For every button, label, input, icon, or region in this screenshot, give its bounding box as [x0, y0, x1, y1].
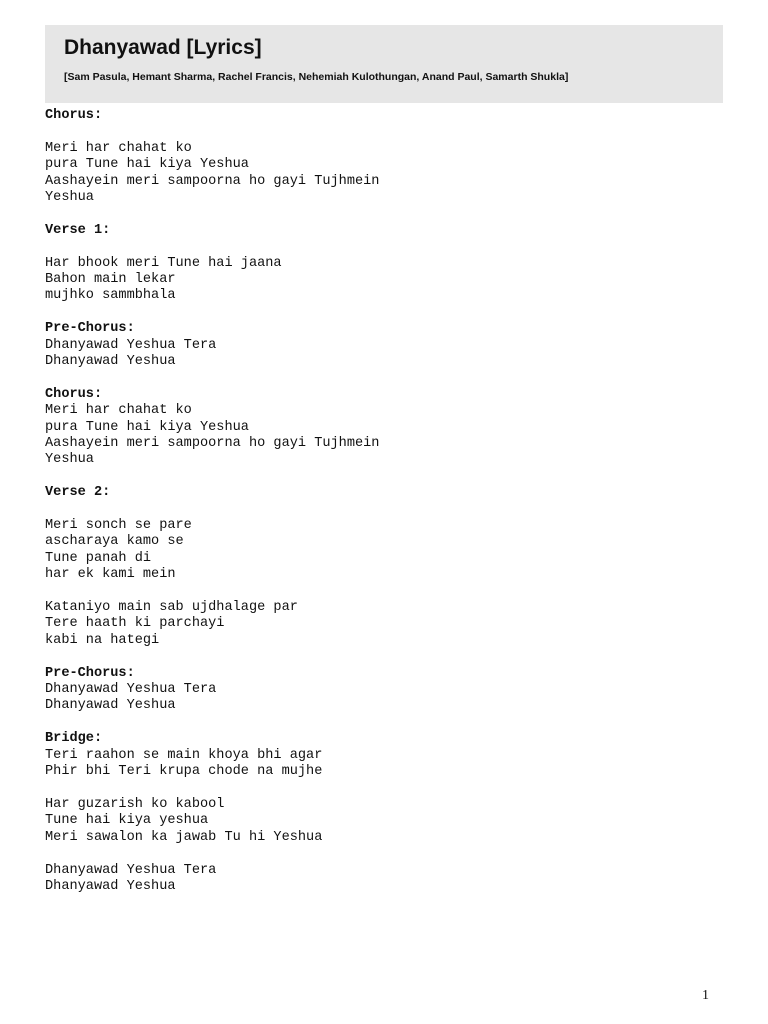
- section-label: Verse 1:: [45, 222, 111, 238]
- lyric-line: Aashayein meri sampoorna ho gayi Tujhmein: [45, 436, 380, 452]
- document-authors: [Sam Pasula, Hemant Sharma, Rachel Francis, Nehemiah Kulothungan, Anand Paul, Samarth Shukla]: [64, 71, 569, 83]
- section-label: Pre-Chorus:: [45, 665, 135, 681]
- lyric-line: Phir bhi Teri krupa chode na mujhe: [45, 764, 323, 780]
- stanza: [45, 863, 725, 896]
- lyrics-section: [45, 731, 725, 895]
- lyric-line: pura Tune hai kiya Yeshua: [45, 157, 249, 173]
- lyric-line: mujhko sammbhala: [45, 288, 176, 304]
- page-number: 1: [702, 988, 709, 1003]
- lyric-line: Yeshua: [45, 190, 94, 206]
- lyrics-section: [45, 485, 725, 649]
- lyric-line: Dhanyawad Yeshua Tera: [45, 337, 217, 353]
- lyric-line: Tune panah di: [45, 550, 152, 566]
- stanza: [45, 403, 725, 469]
- section-label: Chorus:: [45, 108, 103, 123]
- section-label: Pre-Chorus:: [45, 321, 135, 337]
- stanza: [45, 600, 725, 649]
- lyric-line: Dhanyawad Yeshua: [45, 354, 176, 370]
- lyric-line: kabi na hategi: [45, 632, 160, 648]
- lyrics-section: [45, 321, 725, 370]
- lyric-line: Teri raahon se main khoya bhi agar: [45, 747, 323, 763]
- lyric-line: Kataniyo main sab ujdhalage par: [45, 600, 298, 616]
- lyric-line: ascharaya kamo se: [45, 534, 184, 550]
- stanza: [45, 797, 725, 846]
- stanza: [45, 682, 725, 715]
- stanza: [45, 518, 725, 584]
- lyric-line: Tere haath ki parchayi: [45, 616, 225, 632]
- lyric-line: Dhanyawad Yeshua: [45, 698, 176, 714]
- lyric-line: Meri sonch se pare: [45, 518, 192, 534]
- lyric-line: Har guzarish ko kabool: [45, 796, 225, 812]
- lyric-line: Meri sawalon ka jawab Tu hi Yeshua: [45, 829, 323, 845]
- lyrics-section: [45, 223, 725, 305]
- section-label: Chorus:: [45, 386, 103, 402]
- document-header: [45, 25, 723, 103]
- lyric-line: Dhanyawad Yeshua Tera: [45, 682, 217, 698]
- lyric-line: Tune hai kiya yeshua: [45, 813, 209, 829]
- lyric-line: Bahon main lekar: [45, 272, 176, 288]
- section-label: Bridge:: [45, 731, 103, 747]
- lyric-line: Har bhook meri Tune hai jaana: [45, 255, 282, 271]
- lyric-line: Meri har chahat ko: [45, 403, 192, 419]
- lyrics-section: [45, 387, 725, 469]
- stanza: [45, 256, 725, 305]
- lyric-line: har ek kami mein: [45, 567, 176, 583]
- lyric-line: pura Tune hai kiya Yeshua: [45, 419, 249, 435]
- stanza: [45, 748, 725, 781]
- lyrics-section: [45, 108, 725, 206]
- lyric-line: Aashayein meri sampoorna ho gayi Tujhmein: [45, 173, 380, 189]
- lyrics-body: [45, 108, 725, 912]
- lyric-line: Meri har chahat ko: [45, 140, 192, 156]
- lyric-line: Yeshua: [45, 452, 94, 468]
- lyric-line: Dhanyawad Yeshua: [45, 878, 176, 894]
- lyric-line: Dhanyawad Yeshua Tera: [45, 862, 217, 878]
- lyrics-section: [45, 666, 725, 715]
- stanza: [45, 338, 725, 371]
- stanza: [45, 141, 725, 207]
- section-label: Verse 2:: [45, 485, 111, 501]
- document-title: Dhanyawad [Lyrics]: [64, 36, 262, 59]
